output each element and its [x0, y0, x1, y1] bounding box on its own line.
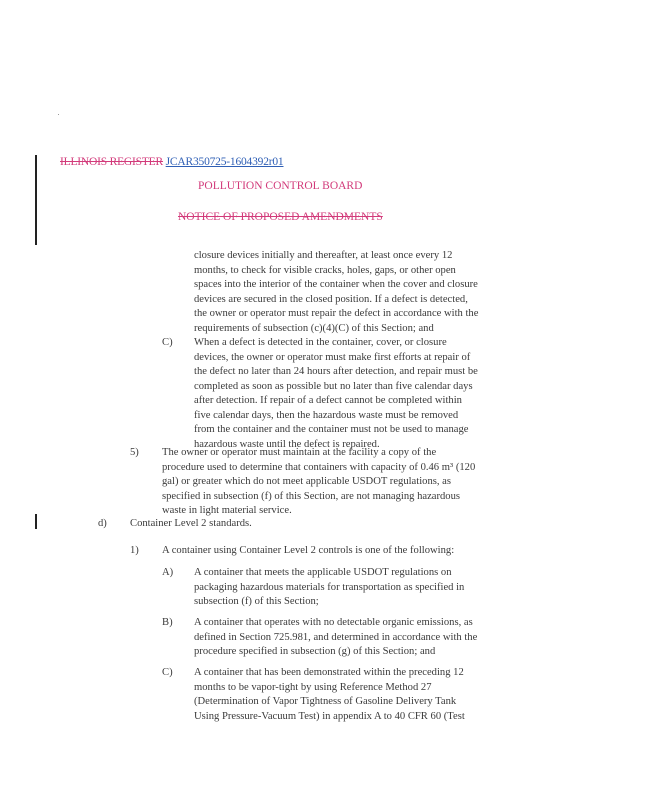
- board-title: POLLUTION CONTROL BOARD: [198, 180, 363, 192]
- subsection-c5-label: 5): [130, 447, 139, 458]
- scan-speck: [58, 114, 59, 115]
- change-bar-header: [35, 155, 37, 245]
- change-bar-section-d: [35, 514, 37, 529]
- notice-title: NOTICE OF PROPOSED AMENDMENTS: [178, 211, 383, 223]
- subsection-d-label: d): [98, 518, 107, 529]
- subsection-d1C-label: C): [162, 667, 173, 678]
- subsection-d1B-text: A container that operates with no detectable organic emissions, as defined in Section 725.981, and determined in accordance with the procedure specified in subsection (g) of this Section; and: [194, 617, 478, 657]
- subsection-d1A-label: A): [162, 567, 174, 578]
- subsection-d1-text: A container using Container Level 2 controls is one of the following:: [162, 545, 455, 556]
- subsection-d1C-text: A container that has been demonstrated within the preceding 12 months to be vapor-tight by using Reference Method 27 (Determination of Vapor Tightness of Gasoline Delivery Tank Using Pressure-Vacuum Test) in appendix A to 40 CFR 60 (Test: [194, 667, 465, 722]
- register-title: ILLINOIS REGISTER: [60, 156, 163, 168]
- register-header: [60, 156, 284, 168]
- jcar-citation-link[interactable]: JCAR350725-1604392r01: [165, 156, 284, 168]
- intro-paragraph: closure devices initially and thereafter, at least once every 12 months, to check for visible cracks, holes, gaps, or other open spaces into the interior of the container when the cover and closure devices are secured in the closed position. If a defect is detected, the owner or operator must repair the defect in accordance with the requirements of subsection (c)(4)(C) of this Section; and: [194, 250, 479, 334]
- subsection-d1B-label: B): [162, 617, 173, 628]
- subsection-c4C-text: When a defect is detected in the container, cover, or closure devices, the owner or operator must make first efforts at repair of the defect no later than 24 hours after detection, and repair must be completed as soon as possible but no later than five calendar days after detection. If repair of a defect cannot be completed within five calendar days, then the hazardous waste must be removed from the container and the container must not be used to manage hazardous waste until the defect is repaired.: [194, 337, 478, 450]
- subsection-d1-label: 1): [130, 545, 139, 556]
- subsection-c5-text: The owner or operator must maintain at the facility a copy of the procedure used to determine that containers with capacity of 0.46 m³ (120 gal) or greater which do not meet applicable USDOT regulations, as specified in subsection (f) of this Section, are not managing hazardous waste in light material service.: [162, 447, 476, 516]
- subsection-d1A-text: A container that meets the applicable USDOT regulations on packaging hazardous materials for transportation as specified in subsection (f) of this Section;: [194, 567, 465, 607]
- subsection-c4C-label: C): [162, 337, 173, 348]
- subsection-d-heading: Container Level 2 standards.: [130, 518, 252, 529]
